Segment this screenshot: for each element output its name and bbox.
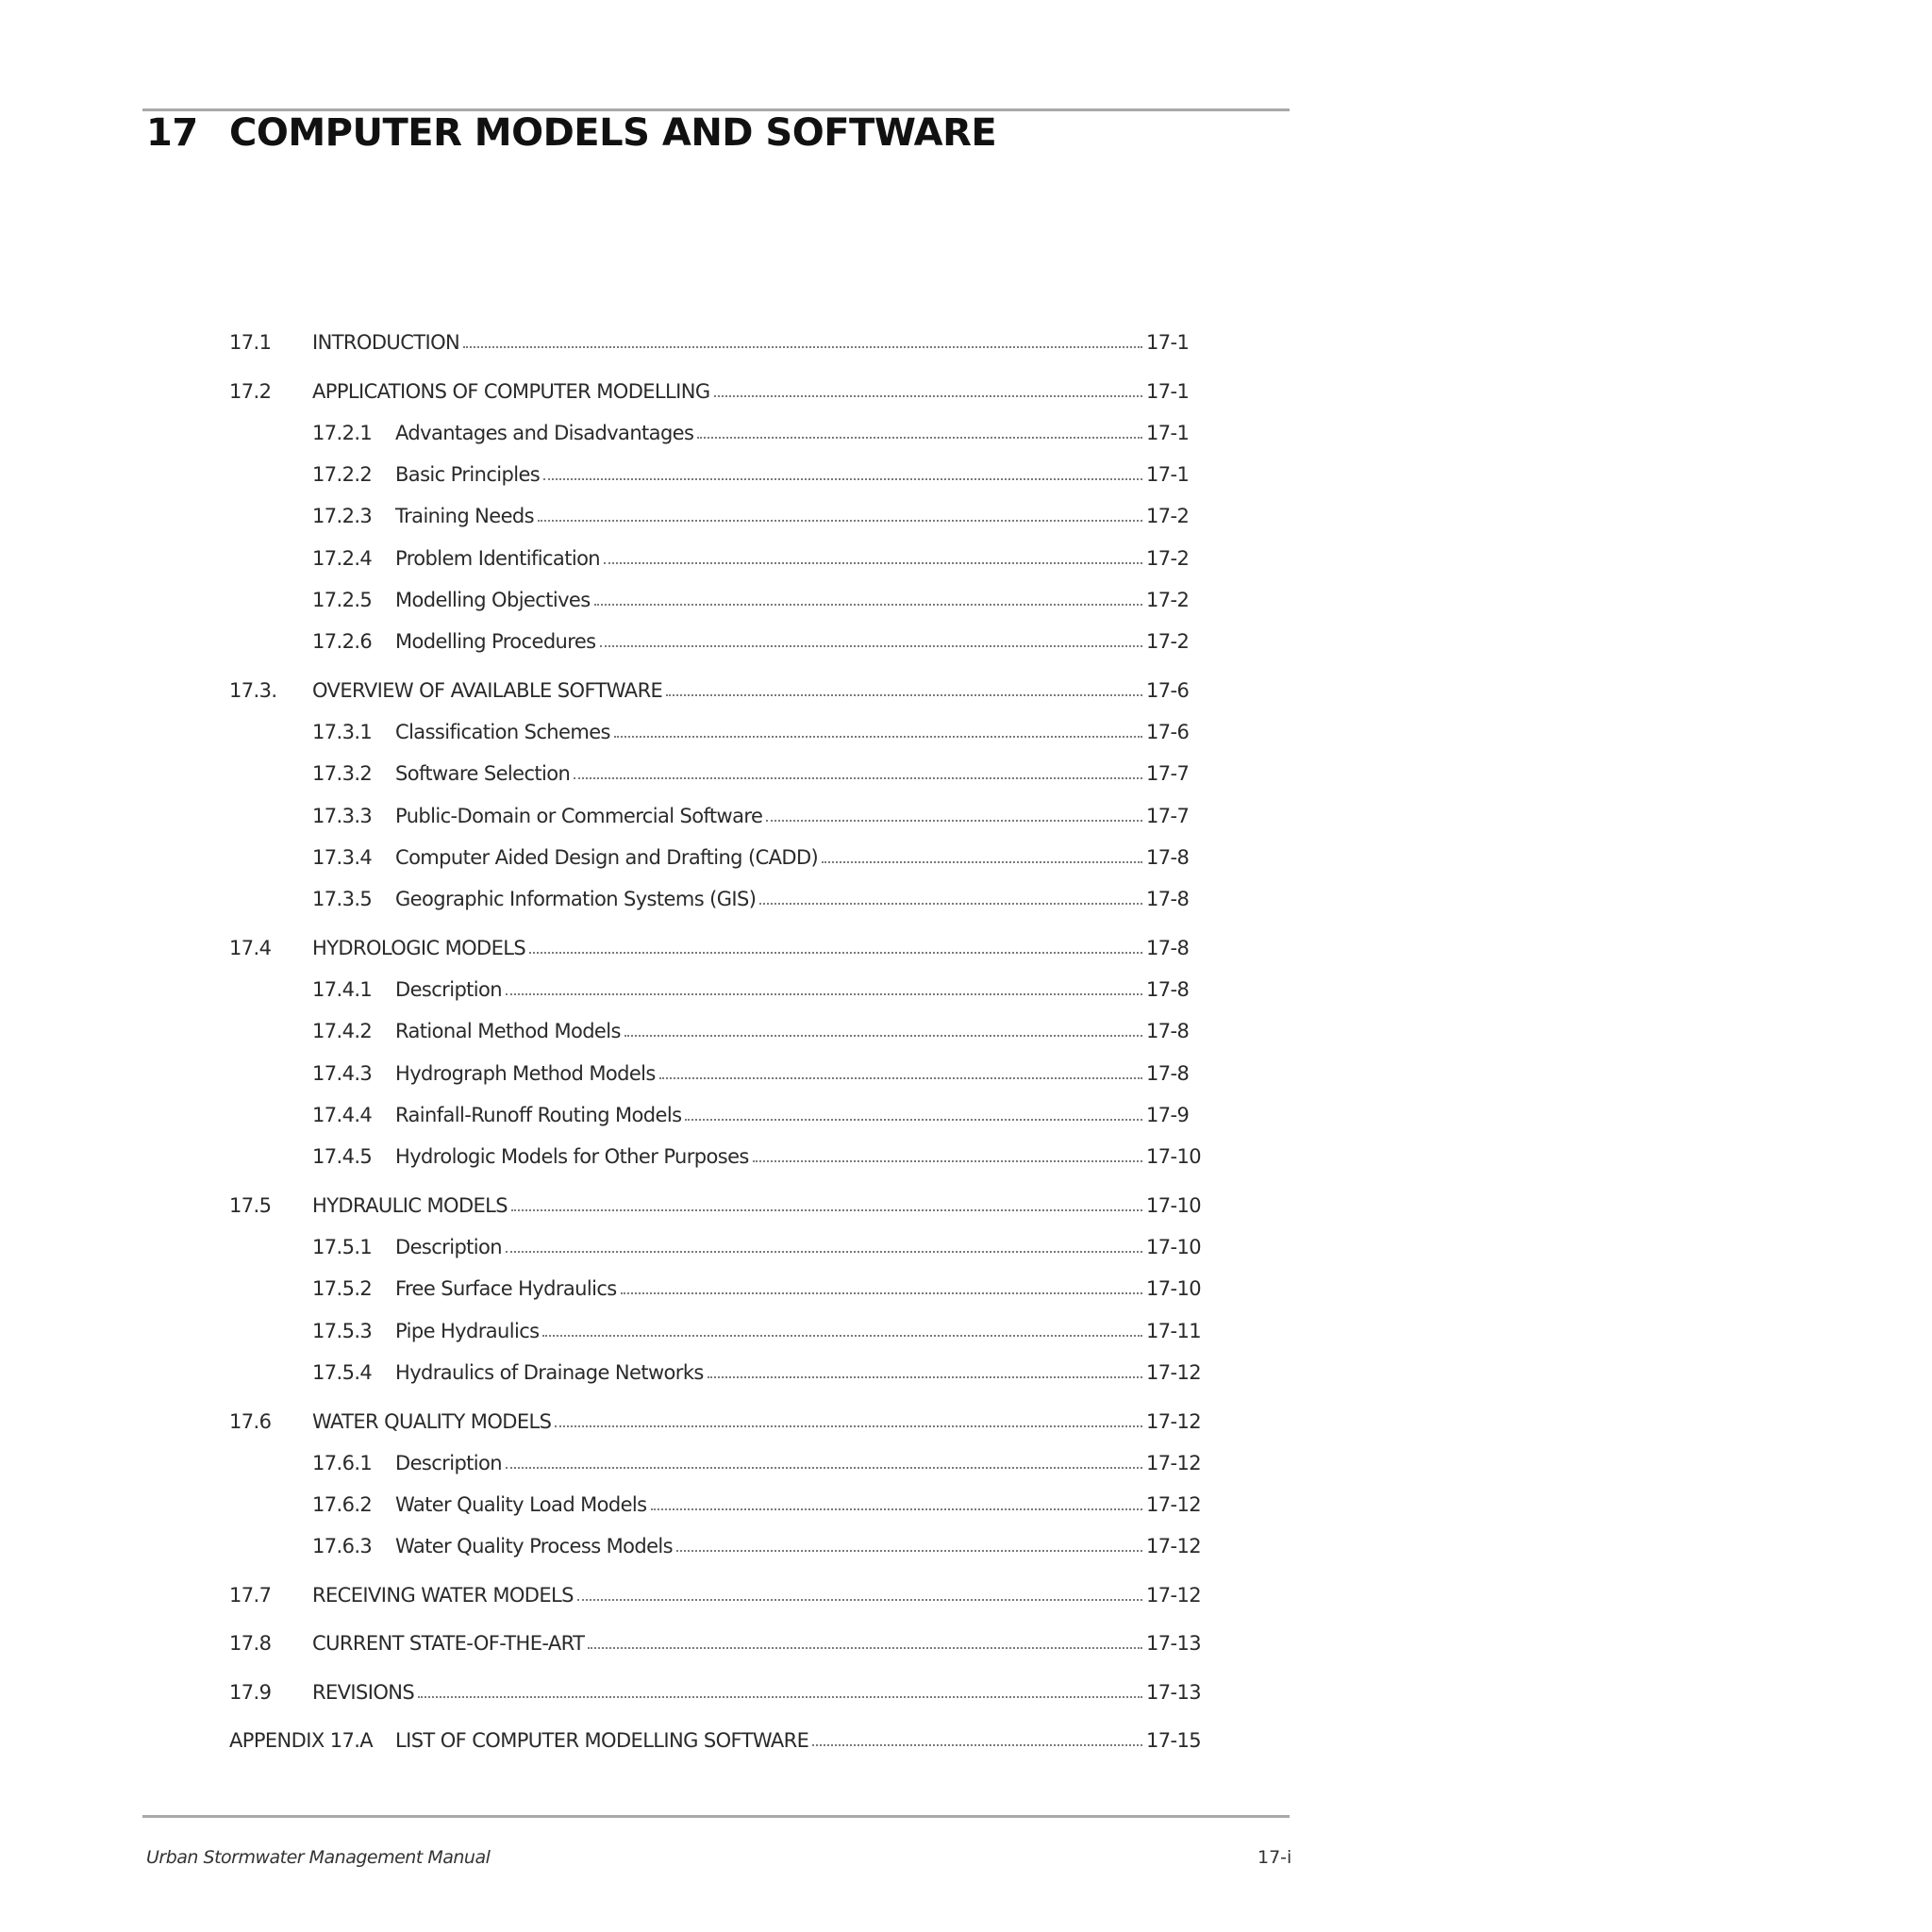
- toc-entry-number: 17.7: [229, 1583, 272, 1607]
- toc-entry-title: Hydrologic Models for Other Purposes: [395, 1145, 749, 1169]
- toc-dot-leader: [577, 1599, 1142, 1601]
- toc-entry-page: 17-15: [1146, 1729, 1202, 1753]
- toc-dot-leader: [511, 1209, 1142, 1211]
- toc-entry[interactable]: [229, 1520, 1201, 1557]
- toc-entry[interactable]: [229, 747, 1201, 785]
- toc-entry-number: 17.3.3: [312, 804, 373, 827]
- toc-entry-page: 17-8: [1146, 846, 1190, 869]
- toc-entry[interactable]: [229, 1666, 1201, 1704]
- toc-entry-title: Modelling Objectives: [395, 589, 591, 611]
- toc-entry-title: Rational Method Models: [395, 1020, 621, 1043]
- toc-entry-page: 17-6: [1146, 678, 1190, 702]
- toc-entry-page: 17-12: [1146, 1535, 1202, 1558]
- toc-entry-number: 17.2.2: [312, 463, 373, 487]
- toc-entry-number: 17.5.1: [312, 1236, 373, 1259]
- toc-dot-leader: [714, 395, 1142, 397]
- toc-dot-leader: [685, 1119, 1142, 1121]
- toc-entry-title: Description: [395, 1451, 503, 1474]
- toc-entry-page: 17-8: [1146, 936, 1190, 959]
- toc-entry-number: 17.4.2: [312, 1020, 373, 1043]
- toc-dot-leader: [506, 1467, 1142, 1469]
- toc-entry-title: Hydrograph Method Models: [395, 1061, 656, 1085]
- toc-entry[interactable]: [229, 1179, 1201, 1217]
- toc-entry-title: Modelling Procedures: [395, 630, 596, 654]
- toc-entry-page: 17-2: [1146, 546, 1190, 570]
- toc-dot-leader: [543, 478, 1142, 480]
- chapter-title: COMPUTER MODELS AND SOFTWARE: [229, 111, 997, 155]
- toc-entry-title: Pipe Hydraulics: [395, 1319, 540, 1342]
- toc-dot-leader: [542, 1335, 1142, 1337]
- toc-dot-leader: [812, 1744, 1142, 1746]
- toc-entry-number: 17.2.3: [312, 505, 373, 528]
- toc-entry[interactable]: [229, 490, 1201, 527]
- toc-dot-leader: [574, 777, 1142, 779]
- toc-dot-leader: [600, 645, 1143, 647]
- toc-entry-title: INTRODUCTION: [312, 331, 460, 354]
- toc-dot-leader: [506, 993, 1142, 995]
- toc-entry-number: 17.4.3: [312, 1061, 373, 1085]
- toc-entry[interactable]: [229, 407, 1201, 444]
- toc-dot-leader: [506, 1251, 1142, 1253]
- toc-entry-number: 17.9: [229, 1680, 272, 1704]
- toc-entry[interactable]: [229, 1305, 1201, 1342]
- toc-entry-page: 17-12: [1146, 1583, 1202, 1607]
- toc-entry-number: 17.5.4: [312, 1361, 373, 1384]
- toc-entry-number: 17.2.5: [312, 589, 373, 611]
- chapter-number: 17: [146, 111, 198, 155]
- toc-entry-page: 17-10: [1146, 1193, 1202, 1217]
- toc-entry-page: 17-9: [1146, 1104, 1190, 1126]
- toc-entry-number: 17.3.4: [312, 846, 373, 869]
- toc-entry-title: Rainfall-Runoff Routing Models: [395, 1104, 682, 1126]
- toc-entry-number: 17.4.1: [312, 978, 373, 1002]
- toc-entry-page: 17-12: [1146, 1493, 1202, 1517]
- toc-entry-page: 17-8: [1146, 978, 1190, 1002]
- toc-entry-title: Software Selection: [395, 762, 571, 786]
- toc-dot-leader: [529, 952, 1142, 954]
- toc-entry-number: 17.2.6: [312, 630, 373, 654]
- toc-entry[interactable]: [229, 448, 1201, 486]
- toc-entry-number: 17.3.5: [312, 888, 373, 911]
- toc-entry[interactable]: [229, 873, 1201, 910]
- toc-entry-page: 17-10: [1146, 1236, 1202, 1259]
- toc-entry-page: 17-13: [1146, 1632, 1202, 1656]
- toc-entry[interactable]: [229, 1262, 1201, 1300]
- toc-dot-leader: [666, 694, 1142, 696]
- toc-dot-leader: [822, 861, 1142, 863]
- toc-entry-number: 17.6: [229, 1409, 272, 1433]
- toc-entry-title: Classification Schemes: [395, 721, 610, 744]
- toc-dot-leader: [759, 903, 1142, 905]
- toc-entry-page: 17-13: [1146, 1680, 1202, 1704]
- toc-entry-title: Free Surface Hydraulics: [395, 1277, 617, 1301]
- toc-entry-title: Basic Principles: [395, 463, 541, 487]
- toc-entry[interactable]: [229, 790, 1201, 827]
- toc-entry-page: 17-2: [1146, 589, 1190, 611]
- toc-entry-title: Description: [395, 978, 503, 1002]
- toc-entry-number: 17.6.1: [312, 1451, 373, 1474]
- toc-entry[interactable]: [229, 532, 1201, 570]
- toc-entry-title: Geographic Information Systems (GIS): [395, 888, 757, 911]
- toc-entry-page: 17-6: [1146, 721, 1190, 744]
- toc-entry-number: 17.3.2: [312, 762, 373, 786]
- toc-entry-page: 17-1: [1146, 421, 1190, 444]
- toc-dot-leader: [651, 1508, 1142, 1510]
- toc-entry-number: 17.8: [229, 1632, 272, 1656]
- toc-entry[interactable]: [229, 1221, 1201, 1258]
- toc-entry-title: Computer Aided Design and Drafting (CADD): [395, 846, 819, 869]
- toc-entry-page: 17-1: [1146, 331, 1190, 354]
- toc-entry-number: 17.6.3: [312, 1535, 373, 1558]
- toc-entry-title: Problem Identification: [395, 546, 601, 570]
- toc-entry-title: LIST OF COMPUTER MODELLING SOFTWARE: [395, 1729, 809, 1753]
- toc-entry[interactable]: [229, 615, 1201, 653]
- toc-dot-leader: [538, 520, 1142, 522]
- toc-entry-number: 17.5.3: [312, 1319, 373, 1342]
- toc-entry-page: 17-2: [1146, 630, 1190, 654]
- toc-entry-title: Water Quality Process Models: [395, 1535, 673, 1558]
- toc-entry-page: 17-2: [1146, 505, 1190, 528]
- toc-entry[interactable]: [229, 1478, 1201, 1516]
- toc-entry-number: 17.6.2: [312, 1493, 373, 1517]
- toc-entry[interactable]: [229, 1047, 1201, 1085]
- toc-entry-title: CURRENT STATE-OF-THE-ART: [312, 1632, 585, 1656]
- toc-entry[interactable]: [229, 831, 1201, 869]
- toc-entry-page: 17-8: [1146, 888, 1190, 911]
- toc-dot-leader: [753, 1160, 1142, 1162]
- toc-entry-number: 17.5: [229, 1193, 272, 1217]
- toc-entry[interactable]: [229, 1089, 1201, 1126]
- toc-entry-number: 17.2: [229, 379, 272, 403]
- toc-entry-page: 17-10: [1146, 1277, 1202, 1301]
- toc-entry-title: WATER QUALITY MODELS: [312, 1409, 552, 1433]
- footer-manual-title: Urban Stormwater Management Manual: [146, 1847, 491, 1868]
- toc-dot-leader: [594, 604, 1142, 606]
- toc-entry-page: 17-10: [1146, 1145, 1202, 1169]
- toc-dot-leader: [697, 437, 1142, 439]
- toc-entry[interactable]: [229, 1569, 1201, 1607]
- toc-entry-title: OVERVIEW OF AVAILABLE SOFTWARE: [312, 678, 663, 702]
- toc-entry-page: 17-8: [1146, 1020, 1190, 1043]
- toc-entry-page: 17-12: [1146, 1451, 1202, 1474]
- toc-dot-leader: [766, 820, 1142, 822]
- toc-dot-leader: [659, 1077, 1142, 1079]
- footer-page-number: 17-i: [1257, 1847, 1292, 1868]
- toc-entry[interactable]: [229, 1346, 1201, 1384]
- toc-entry[interactable]: [229, 1617, 1201, 1655]
- toc-entry[interactable]: [229, 316, 1201, 354]
- toc-dot-leader: [708, 1376, 1142, 1378]
- toc-entry-page: 17-7: [1146, 804, 1190, 827]
- toc-entry-number: 17.5.2: [312, 1277, 373, 1301]
- toc-entry[interactable]: [229, 1714, 1201, 1752]
- toc-entry-title: APPLICATIONS OF COMPUTER MODELLING: [312, 379, 710, 403]
- toc-dot-leader: [463, 346, 1142, 348]
- toc-entry-page: 17-11: [1146, 1319, 1202, 1342]
- toc-entry-page: 17-1: [1146, 463, 1190, 487]
- toc-entry[interactable]: [229, 922, 1201, 959]
- toc-dot-leader: [588, 1647, 1142, 1649]
- toc-dot-leader: [555, 1425, 1142, 1427]
- toc-entry-title: HYDRAULIC MODELS: [312, 1193, 508, 1217]
- toc-entry[interactable]: [229, 706, 1201, 743]
- toc-entry-title: REVISIONS: [312, 1680, 415, 1704]
- toc-entry-number: APPENDIX 17.A: [229, 1729, 374, 1753]
- toc-entry[interactable]: [229, 1130, 1201, 1168]
- toc-entry-number: 17.4: [229, 936, 272, 959]
- toc-entry-number: 17.3.1: [312, 721, 373, 744]
- toc-entry[interactable]: [229, 1395, 1201, 1433]
- chapter-heading: [146, 111, 996, 155]
- toc-dot-leader: [625, 1035, 1142, 1037]
- toc-entry-title: Hydraulics of Drainage Networks: [395, 1361, 704, 1384]
- toc-entry-number: 17.4.5: [312, 1145, 373, 1169]
- toc-entry-title: Public-Domain or Commercial Software: [395, 804, 763, 827]
- toc-entry-page: 17-7: [1146, 762, 1190, 786]
- toc-entry[interactable]: [229, 1437, 1201, 1474]
- toc-entry[interactable]: [229, 574, 1201, 611]
- toc-entry-number: 17.2.1: [312, 421, 373, 444]
- toc-entry-title: Water Quality Load Models: [395, 1493, 647, 1517]
- toc-dot-leader: [621, 1292, 1142, 1294]
- toc-entry-number: 17.2.4: [312, 546, 373, 570]
- toc-entry-title: RECEIVING WATER MODELS: [312, 1583, 574, 1607]
- toc-entry[interactable]: [229, 664, 1201, 702]
- toc-entry-title: Description: [395, 1236, 503, 1259]
- toc-dot-leader: [676, 1550, 1142, 1552]
- toc-entry-page: 17-8: [1146, 1061, 1190, 1085]
- footer-rule: [142, 1815, 1290, 1818]
- toc-entry-number: 17.4.4: [312, 1104, 373, 1126]
- toc-dot-leader: [614, 736, 1142, 738]
- toc-dot-leader: [604, 562, 1142, 564]
- toc-entry-title: Training Needs: [395, 505, 534, 528]
- toc-entry-page: 17-1: [1146, 379, 1190, 403]
- toc-entry-title: Advantages and Disadvantages: [395, 421, 694, 444]
- toc-entry[interactable]: [229, 1005, 1201, 1042]
- toc-entry-page: 17-12: [1146, 1409, 1202, 1433]
- toc-entry-title: HYDROLOGIC MODELS: [312, 936, 526, 959]
- toc-entry[interactable]: [229, 963, 1201, 1001]
- toc-entry[interactable]: [229, 365, 1201, 403]
- toc-entry-number: 17.1: [229, 331, 272, 354]
- toc-entry-page: 17-12: [1146, 1361, 1202, 1384]
- toc-entry-number: 17.3.: [229, 678, 277, 702]
- toc-dot-leader: [418, 1696, 1142, 1698]
